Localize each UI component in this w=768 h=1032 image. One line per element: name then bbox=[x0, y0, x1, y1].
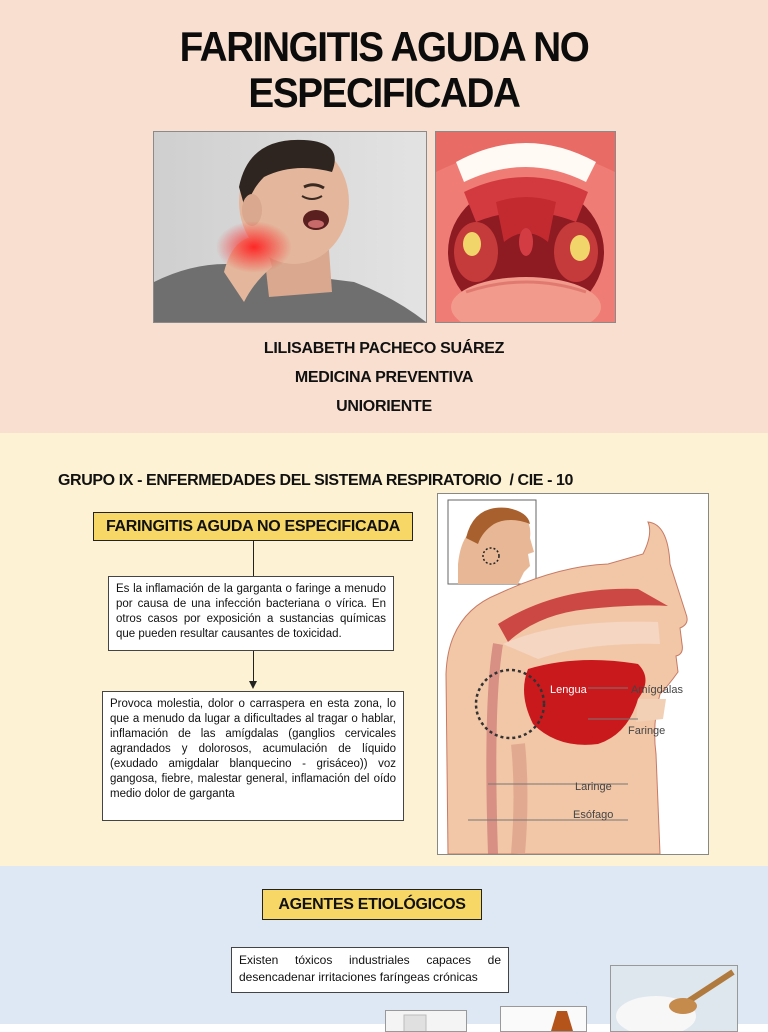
brown-bottle-image bbox=[500, 1006, 587, 1032]
connector-line-1 bbox=[253, 541, 254, 576]
label-pharynx: Faringe bbox=[628, 725, 666, 737]
connector-line-2 bbox=[253, 651, 254, 681]
chemical-container-image bbox=[385, 1010, 467, 1032]
inflamed-throat-photo bbox=[435, 131, 616, 323]
group-heading: GRUPO IX - ENFERMEDADES DEL SISTEMA RESPIRATORIO / CIE - 10 bbox=[58, 472, 574, 489]
institution-name: UNIORIENTE bbox=[336, 398, 432, 415]
sore-throat-man-photo bbox=[153, 131, 427, 323]
connector-arrowhead bbox=[249, 681, 257, 689]
label-tongue: Lengua bbox=[550, 684, 587, 696]
white-powder-image bbox=[610, 965, 738, 1032]
title-line-2: ESPECIFICADA bbox=[248, 69, 520, 116]
author-name: LILISABETH PACHECO SUÁREZ bbox=[263, 340, 505, 357]
condition-title-box: FARINGITIS AGUDA NO ESPECIFICADA bbox=[93, 512, 413, 541]
label-esophagus: Esófago bbox=[573, 809, 614, 821]
agents-text-box: Existen tóxicos industriales capaces de desencadenar irritaciones faríngeas crónicas bbox=[231, 947, 509, 993]
agents-heading-box: AGENTES ETIOLÓGICOS bbox=[262, 889, 482, 920]
throat-anatomy-diagram bbox=[437, 493, 709, 855]
course-name: MEDICINA PREVENTIVA bbox=[294, 369, 474, 386]
label-tonsils: Amígdalas bbox=[631, 684, 683, 696]
title-line-1: FARINGITIS AGUDA NO bbox=[179, 23, 589, 70]
label-larynx: Laringe bbox=[575, 781, 612, 793]
author-info bbox=[0, 334, 768, 421]
page-title bbox=[31, 24, 738, 116]
symptoms-box: Provoca molestia, dolor o carraspera en esta zona, lo que a menudo da lugar a dificultades al tragar o hablar, inflamación de las amígdalas (ganglios cervicales agrandados y dolorosos, acumulación de líquido (exudado amigdalar blanquecino - grisáceo)) voz gangosa, fiebre, malestar general, inflamación del oído medio dolor de garganta bbox=[102, 691, 404, 821]
definition-box: Es la inflamación de la garganta o faringe a menudo por causa de una infección bacteriana o vírica. En otros casos por exposición a sustancias químicas que pueden resultar causantes de toxicidad. bbox=[108, 576, 394, 651]
